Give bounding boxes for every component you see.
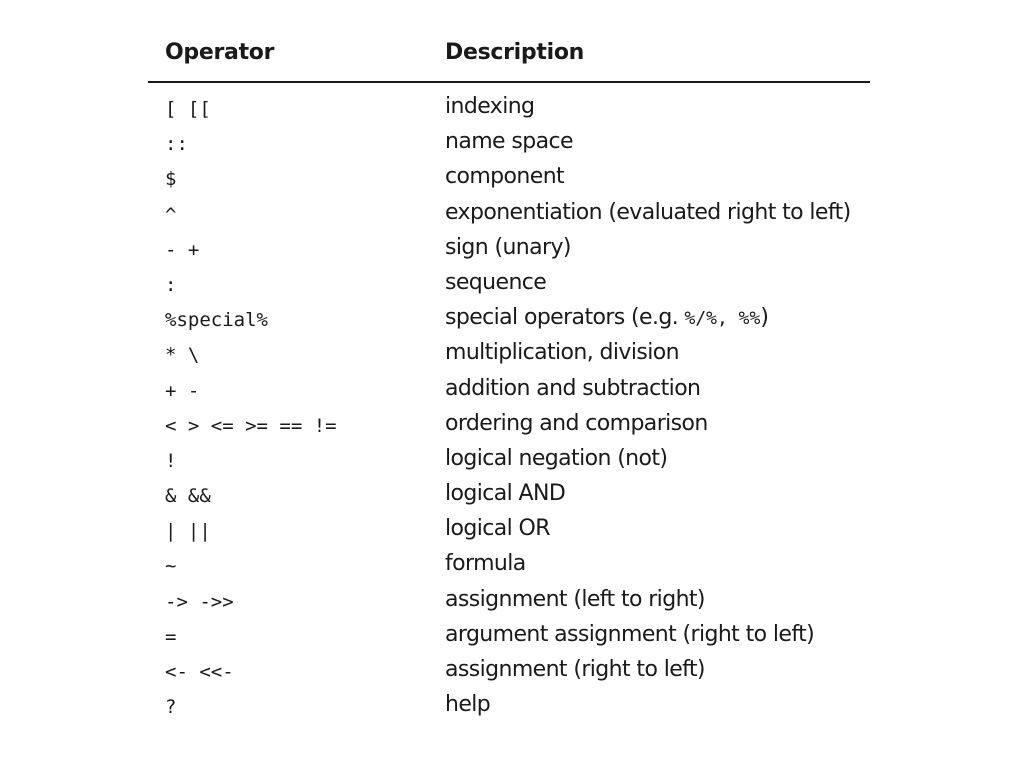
description-cell: formula [445, 551, 526, 577]
operator-cell: ~ [165, 555, 177, 578]
table-row [148, 514, 870, 549]
table-row [148, 409, 870, 444]
operator-cell: [ [[ [165, 98, 211, 120]
table-row [148, 198, 870, 233]
table-row [148, 162, 870, 197]
operator-cell: < > <= >= == != [165, 414, 337, 437]
operator-cell: * \ [165, 344, 200, 367]
operator-cell: ? [165, 696, 177, 719]
operator-precedence-table [148, 34, 870, 719]
table-row [148, 268, 870, 303]
header-description: Description [445, 40, 584, 65]
description-cell: addition and subtraction [445, 375, 701, 401]
operator-cell: | || [165, 520, 211, 543]
operator-cell: -> ->> [165, 590, 234, 613]
table-row [148, 233, 870, 268]
table-row [148, 620, 870, 655]
description-cell: name space [445, 129, 573, 155]
table-row [148, 690, 870, 725]
table-row [148, 479, 870, 514]
description-cell: component [445, 164, 565, 190]
description-cell: logical negation (not) [445, 445, 668, 471]
operator-cell: <- <<- [165, 661, 234, 683]
operator-cell: = [165, 625, 177, 648]
description-cell: logical OR [445, 516, 550, 542]
operator-cell: ! [165, 449, 177, 472]
description-text: special operators (e.g. [445, 305, 685, 331]
description-cell [445, 305, 768, 330]
description-cell: multiplication, division [445, 340, 679, 366]
operator-cell: + - [165, 379, 200, 402]
description-cell: sequence [445, 269, 547, 295]
table-row [148, 585, 870, 620]
table-row [148, 92, 870, 127]
description-cell: help [445, 692, 491, 718]
description-cell: exponentiation (evaluated right to left) [445, 199, 851, 225]
header-operator: Operator [165, 40, 275, 65]
table-row [148, 374, 870, 409]
description-cell: ordering and comparison [445, 410, 708, 436]
description-cell: assignment (right to left) [445, 657, 705, 682]
description-cell: sign (unary) [445, 234, 571, 260]
description-cell: indexing [445, 94, 535, 119]
table-row [148, 338, 870, 373]
table-row [148, 549, 870, 584]
table-header [148, 34, 870, 83]
table-row [148, 655, 870, 690]
operator-cell: $ [165, 168, 177, 191]
operator-cell: ^ [165, 203, 177, 226]
description-cell: argument assignment (right to left) [445, 621, 815, 647]
table-row [148, 303, 870, 338]
operator-cell: : [165, 273, 177, 296]
description-cell: assignment (left to right) [445, 586, 705, 612]
operator-cell: %special% [165, 309, 268, 332]
operator-cell: :: [165, 133, 188, 156]
table-body [148, 92, 870, 725]
description-code: %/%, %% [684, 308, 761, 330]
operator-cell: - + [165, 238, 200, 261]
table-row [148, 127, 870, 162]
description-cell: logical AND [445, 481, 566, 507]
operator-cell: & && [165, 485, 211, 508]
description-text: ) [760, 305, 769, 331]
table-row [148, 444, 870, 479]
